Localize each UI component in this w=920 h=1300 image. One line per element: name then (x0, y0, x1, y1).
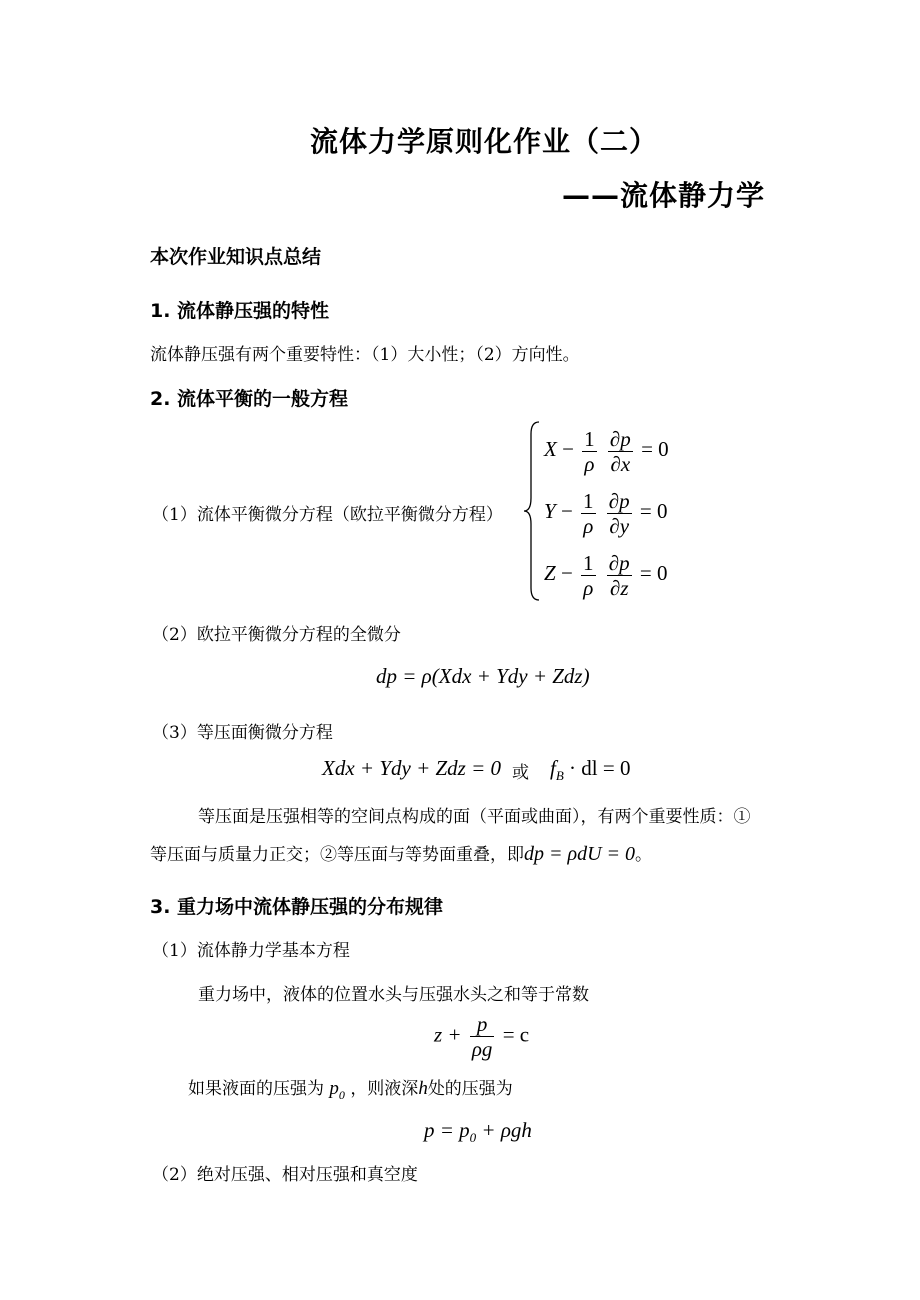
isobaric-paragraph-line2: 等压面与质量力正交；②等压面与等势面重叠，即dp = ρdU = 0。 (150, 843, 653, 865)
euler-equations (544, 418, 669, 604)
hydrostatic-label: （1）流体静力学基本方程 (152, 941, 350, 961)
left-brace (523, 420, 541, 602)
document-subtitle: ——流体静力学 (562, 179, 766, 212)
section3-heading: 3. 重力场中流体静压强的分布规律 (150, 896, 444, 918)
euler-eq-z: Z − $\frac{1}{\rho}$ $\frac{\partial p}{\partial z}$ = 0 (544, 550, 668, 600)
section2-heading: 2. 流体平衡的一般方程 (150, 388, 349, 410)
basic-hydrostatic-equation: z + $\frac{p}{\rho g}$ = c (434, 1012, 530, 1061)
vector-equation: $f_B$ · dl = 0 (550, 756, 631, 784)
pressure-depth-equation: $p = p_0 + \rho gh$ (424, 1118, 532, 1146)
isobaric-label: （3）等压面衡微分方程 (152, 723, 333, 743)
section1-heading: 1. 流体静压强的特性 (150, 300, 330, 322)
isobaric-paragraph-line1: 等压面是压强相等的空间点构成的面（平面或曲面），有两个重要性质：① (198, 807, 751, 827)
total-differential-equation: dp = ρ(Xdx + Ydy + Zdz) (376, 664, 590, 688)
euler-eq-y: Y − $\frac{1}{\rho}$ $\frac{\partial p}{\partial y}$ = 0 (544, 488, 668, 538)
absolute-relative-pressure-label: （2）绝对压强、相对压强和真空度 (152, 1165, 418, 1185)
or-text: 或 (512, 763, 529, 783)
total-differential-label: （2）欧拉平衡微分方程的全微分 (152, 625, 401, 645)
euler-equation-label: （1）流体平衡微分方程（欧拉平衡微分方程） (152, 505, 503, 525)
hydrostatic-text: 重力场中，液体的位置水头与压强水头之和等于常数 (198, 985, 589, 1005)
document-title: 流体力学原则化作业（二） (310, 125, 659, 158)
summary-heading: 本次作业知识点总结 (150, 246, 322, 268)
isobaric-equation: Xdx + Ydy + Zdz = 0 (322, 756, 502, 780)
euler-eq-x: X − $\frac{1}{\rho}$ $\frac{\partial p}{\partial x}$ = 0 (544, 426, 669, 476)
surface-pressure-text: 如果液面的压强为 $p_0$ ，则液深h处的压强为 (188, 1078, 513, 1102)
section1-text: 流体静压强有两个重要特性：（1）大小性；（2）方向性。 (150, 345, 580, 365)
